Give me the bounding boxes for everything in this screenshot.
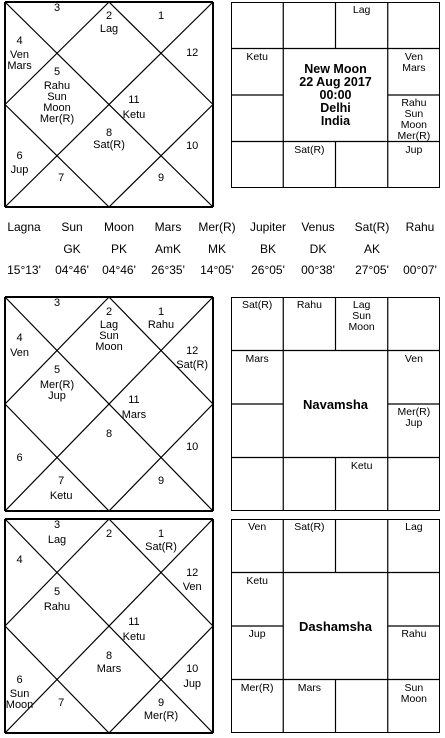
planet-label: Rahu — [43, 80, 71, 92]
planet-label: Rahu — [43, 600, 71, 613]
house-planets — [48, 535, 66, 546]
house-planets — [183, 582, 202, 593]
planet-label: Sun — [352, 310, 371, 322]
house-planets — [183, 679, 201, 690]
planet-label: Ketu — [350, 459, 373, 472]
house-number: 2 — [105, 527, 113, 540]
house-planets — [50, 491, 73, 502]
planet-degree: 04°46' — [102, 263, 136, 277]
planet-label: Sat(R) — [294, 143, 325, 156]
sign-cell — [231, 680, 283, 734]
house-number: 6 — [16, 673, 23, 686]
house-planets — [123, 110, 146, 121]
house-number: 2 — [105, 10, 113, 23]
planet-label: Jup — [183, 677, 202, 690]
sign-cell — [231, 519, 283, 573]
house-number: 8 — [105, 649, 113, 662]
sign-cell — [231, 351, 283, 405]
planet-label: Jup — [248, 628, 266, 640]
planet-degree: 15°13' — [7, 263, 41, 277]
sign-cell — [336, 297, 388, 351]
chart-lines — [5, 519, 213, 733]
planet-label: Lag — [99, 22, 119, 35]
karaka-label: PK — [110, 242, 128, 256]
rasi-south-chart — [231, 2, 440, 188]
sign-cell — [388, 351, 440, 405]
house-planets — [97, 664, 121, 675]
sign-cell — [388, 49, 440, 96]
dashamsha-south-chart — [231, 519, 440, 733]
sign-cell — [336, 2, 388, 49]
planet-label: Rahu — [401, 628, 427, 640]
house-number: 7 — [58, 172, 65, 185]
house-number: 7 — [58, 475, 65, 488]
planet-name: Sat(R) — [354, 220, 390, 234]
house-number: 5 — [53, 363, 61, 376]
house-planets — [40, 81, 74, 125]
chart-info — [283, 49, 388, 142]
planet-name: Mars — [154, 220, 182, 234]
sign-cell — [388, 95, 440, 142]
planet-label: Jup — [405, 143, 423, 156]
sign-cell — [388, 142, 440, 189]
house-planets — [44, 602, 70, 613]
planet-label: Mer(R) — [240, 681, 274, 694]
house-number: 3 — [53, 519, 61, 532]
planet-label: Jup — [10, 164, 29, 177]
house-number: 2 — [105, 305, 113, 318]
house-number: 12 — [186, 566, 199, 579]
sign-cell — [336, 458, 388, 512]
house-number: 12 — [186, 344, 199, 357]
chart-title: Dashamsha — [299, 618, 372, 634]
house-number: 11 — [128, 94, 140, 107]
planet-label: Lag — [47, 534, 67, 547]
planet-label: Ven — [10, 346, 30, 359]
planet-label: Moon — [400, 692, 427, 705]
chart-info-line: Delhi — [320, 100, 351, 115]
planet-label: Lag — [405, 521, 423, 533]
planet-degree-strip — [0, 220, 445, 284]
house-number: 7 — [58, 697, 65, 710]
house-number: 1 — [157, 305, 165, 318]
planet-label: Rahu — [147, 318, 175, 331]
planet-label: Mars — [297, 681, 322, 694]
sign-cell — [283, 519, 335, 573]
sign-cell — [231, 573, 283, 627]
house-number: 10 — [186, 440, 199, 453]
sign-cell — [388, 626, 440, 680]
planet-label: Lag — [352, 299, 371, 311]
house-number: 4 — [16, 553, 23, 566]
planet-name: Lagna — [7, 220, 41, 234]
house-number: 9 — [157, 697, 165, 710]
house-number: 4 — [16, 331, 23, 344]
planet-name: Jupiter — [249, 220, 287, 234]
planet-label: Mars — [7, 60, 32, 73]
house-number: 8 — [105, 127, 113, 140]
rasi-north-chart — [5, 2, 213, 207]
house-planets — [6, 689, 34, 711]
planet-label: Mer(R) — [397, 406, 431, 418]
planet-label: Moon — [348, 321, 375, 333]
planet-degree: 00°07' — [403, 263, 437, 277]
house-number: 4 — [16, 34, 23, 47]
sign-cell — [388, 680, 440, 734]
house-planets — [10, 348, 29, 359]
house-number: 1 — [157, 527, 165, 540]
house-number: 6 — [16, 149, 23, 162]
planet-label: Ketu — [49, 489, 73, 502]
sign-cell — [231, 297, 283, 351]
house-number: 1 — [157, 10, 165, 23]
dashamsha-north-chart — [5, 519, 213, 733]
planet-label: Sat(R) — [176, 359, 209, 372]
planet-label: Sat(R) — [241, 299, 273, 311]
planet-label: Jup — [48, 389, 66, 402]
sign-cell — [388, 519, 440, 573]
planet-label: Moon — [400, 119, 427, 131]
planet-label: Sun — [47, 91, 67, 103]
sign-cell — [388, 404, 440, 458]
house-planets — [95, 320, 123, 353]
planet-degree: 14°05' — [200, 263, 234, 277]
planet-label: Ven — [182, 581, 202, 594]
house-number: 6 — [16, 451, 23, 464]
planet-label: Sun — [99, 329, 119, 342]
karaka-label: DK — [309, 242, 327, 256]
planet-label: Sun — [404, 681, 424, 694]
planet-label: Sun — [404, 108, 424, 120]
planet-name: Sun — [61, 220, 83, 234]
planet-label: Mer(R) — [39, 113, 75, 125]
karaka-label: GK — [63, 242, 81, 256]
house-planets — [145, 542, 177, 553]
house-planets — [100, 24, 118, 35]
house-planets — [122, 410, 146, 421]
karaka-label: AmK — [154, 242, 182, 256]
planet-label: Lag — [352, 4, 371, 16]
house-number: 10 — [186, 139, 199, 152]
planet-label: Moon — [95, 340, 123, 353]
house-planets — [144, 711, 178, 722]
planet-name: Moon — [103, 220, 135, 234]
planet-label: Sun — [9, 688, 30, 701]
planet-label: Mars — [96, 662, 122, 675]
house-number: 12 — [186, 47, 199, 60]
planet-label: Mer(R) — [397, 130, 431, 142]
house-number: 9 — [157, 475, 165, 488]
planet-label: Ketu — [246, 574, 268, 587]
planet-label: Ketu — [122, 630, 146, 643]
house-planets — [7, 50, 31, 72]
sign-cell — [283, 680, 335, 734]
house-number: 3 — [53, 2, 61, 15]
planet-label: Jup — [405, 417, 423, 429]
house-number: 9 — [157, 172, 165, 185]
planet-label: Rahu — [296, 299, 322, 311]
sign-cell — [231, 49, 283, 96]
planet-degree: 00°38' — [301, 263, 335, 277]
house-number: 11 — [128, 393, 140, 406]
chart-info-line: India — [320, 113, 351, 128]
chart-info-line: 00:00 — [319, 87, 352, 102]
planet-label: Moon — [43, 102, 71, 114]
sign-cell — [283, 297, 335, 351]
chart-info-line: 22 Aug 2017 — [299, 74, 372, 89]
planet-label: Lag — [99, 318, 119, 331]
sign-cell — [283, 142, 335, 189]
planet-label: Mars — [245, 352, 269, 365]
navamsha-north-chart — [5, 297, 213, 511]
planet-label: Mer(R) — [39, 378, 75, 391]
planet-degree: 26°05' — [251, 263, 285, 277]
planet-label: Ven — [404, 352, 423, 365]
house-number: 11 — [128, 615, 140, 628]
planet-label: Sat(R) — [93, 139, 125, 152]
planet-label: Sat(R) — [145, 540, 177, 553]
planet-label: Ketu — [246, 50, 268, 63]
house-number: 5 — [53, 65, 61, 78]
planet-label: Ven — [248, 521, 267, 533]
chart-title: Navamsha — [302, 396, 369, 412]
planet-name: Venus — [301, 220, 335, 234]
sign-cell — [231, 626, 283, 680]
planet-label: Ven — [404, 50, 423, 63]
house-number: 3 — [53, 297, 61, 310]
karaka-label: BK — [259, 242, 277, 256]
karaka-label: AK — [363, 242, 381, 256]
planet-degree: 27°05' — [355, 263, 389, 277]
planet-name: Rahu — [405, 220, 435, 234]
planet-label: Sat(R) — [294, 521, 325, 533]
house-planets — [11, 165, 29, 176]
house-planets — [148, 320, 174, 331]
navamsha-south-chart — [231, 297, 440, 511]
planet-label: Mars — [121, 408, 147, 421]
planet-label: Ven — [10, 49, 30, 62]
house-planets — [176, 360, 208, 371]
planet-label: Mer(R) — [143, 709, 179, 722]
house-planets — [123, 632, 146, 643]
house-planets — [93, 140, 125, 151]
planet-name: Mer(R) — [198, 220, 236, 234]
planet-label: Rahu — [401, 97, 427, 109]
planet-label: Ketu — [122, 108, 146, 121]
planet-label: Moon — [5, 699, 34, 712]
house-number: 8 — [105, 427, 113, 440]
planet-label: Mars — [402, 61, 426, 74]
house-number: 5 — [53, 585, 61, 598]
planet-degree: 04°46' — [55, 263, 89, 277]
house-number: 10 — [186, 662, 199, 675]
chart-info-line: New Moon — [304, 61, 367, 76]
karaka-label: MK — [208, 242, 226, 256]
house-planets — [40, 380, 74, 402]
planet-degree: 26°35' — [151, 263, 185, 277]
